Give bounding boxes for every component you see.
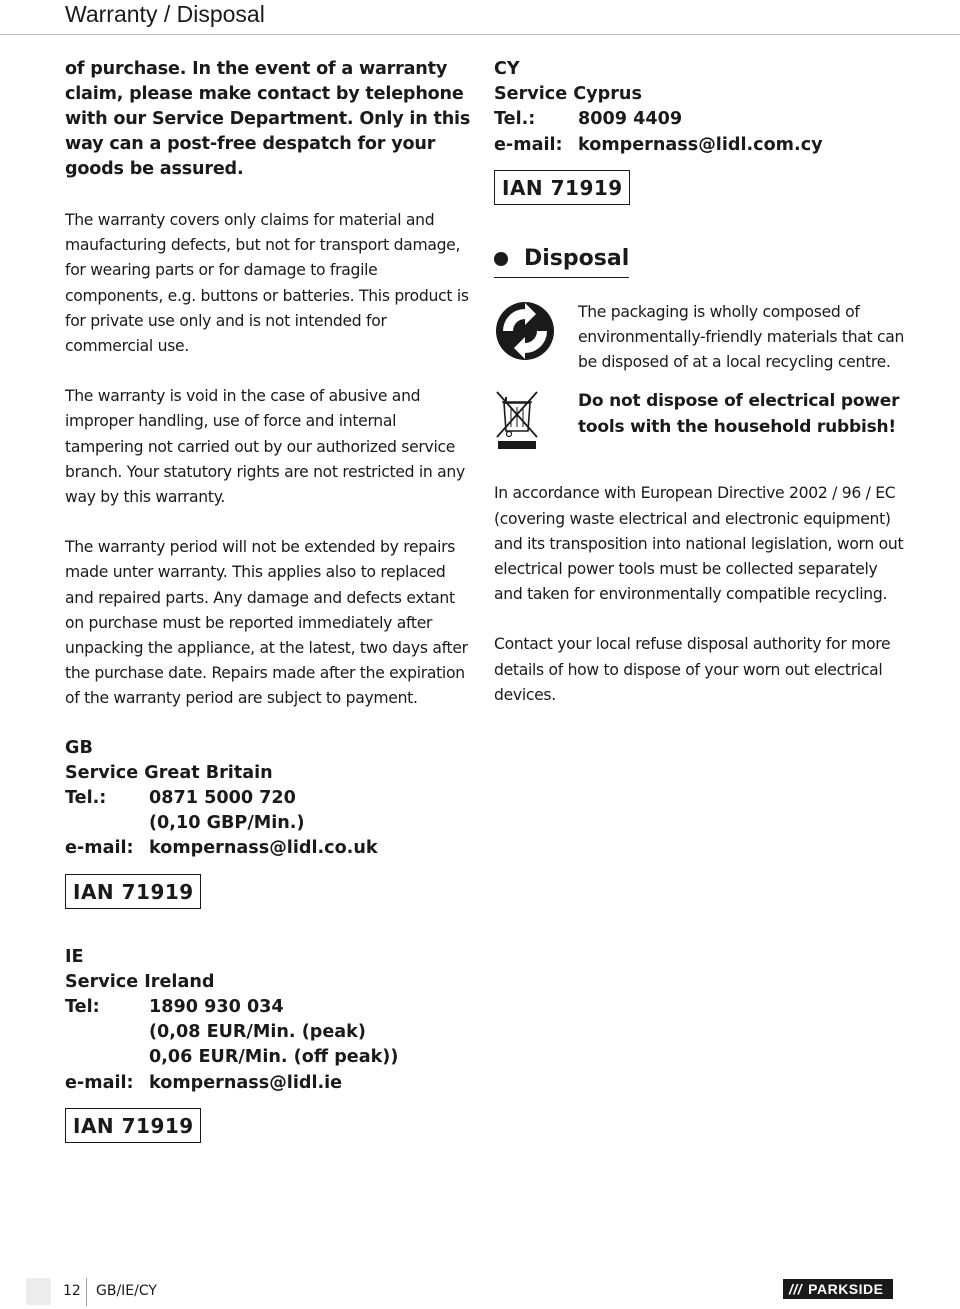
service-gb-tel-row [65, 786, 475, 811]
brand-name: PARKSIDE [808, 1281, 884, 1297]
service-ie-tel: 1890 930 034 [149, 997, 284, 1018]
service-cy-tel: 8009 4409 [578, 109, 683, 130]
recycling-green-dot-icon [494, 300, 556, 362]
page-number: 12 [63, 1283, 81, 1299]
service-gb-name: Service Great Britain [65, 762, 273, 783]
service-gb-tel: 0871 5000 720 [149, 788, 296, 809]
service-ie-email: kompernass@lidl.ie [149, 1072, 343, 1093]
service-ie-tel-note-peak: (0,08 EUR/Min. (peak) [149, 1022, 366, 1043]
warranty-intro: of purchase. In the event of a warranty claim, please make contact by telephone with our Service Department. Only in this way can a post-free despatch for your goods be assured. [65, 59, 471, 179]
email-label: e-mail: [65, 838, 134, 859]
service-gb [65, 736, 475, 862]
tel-label: Tel: [65, 997, 100, 1018]
ian-badge-gb: IAN 71919 [65, 874, 201, 909]
service-cy-email: kompernass@lidl.com.cy [578, 134, 823, 155]
email-label: e-mail: [65, 1072, 134, 1093]
right-column [494, 57, 914, 708]
directive-text: In accordance with European Directive 2002 / 96 / EC (covering waste electrical and electronic equipment) and its transposition into national legislation, worn out electrical power tools must be collected separately and taken for environmentally compatible recycling. [494, 484, 904, 604]
ian-badge-cy: IAN 71919 [494, 170, 630, 205]
tel-label: Tel.: [494, 109, 536, 130]
footer-languages: GB/IE/CY [96, 1283, 157, 1299]
service-cy-code: CY [494, 59, 520, 79]
tel-label: Tel.: [65, 788, 107, 809]
packaging-row [494, 300, 914, 376]
service-gb-tel-note-row [65, 811, 475, 836]
service-gb-email: kompernass@lidl.co.uk [149, 838, 378, 859]
service-ie-code: IE [65, 946, 84, 967]
ian-badge-ie: IAN 71919 [65, 1108, 201, 1143]
service-cy-tel-row [494, 107, 914, 132]
service-cy [494, 57, 914, 158]
service-ie-name: Service Ireland [65, 971, 215, 992]
contact-text: Contact your local refuse disposal authority for more details of how to dispose of your worn out electrical devices. [494, 635, 891, 704]
service-cy-name: Service Cyprus [494, 84, 642, 105]
disposal-warning: Do not dispose of electrical power tools with the household rubbish! [578, 391, 900, 437]
service-ie-tel-note-offpeak: 0,06 EUR/Min. (off peak)) [149, 1047, 399, 1068]
packaging-text: The packaging is wholly composed of environmentally-friendly materials that can be disposed of at a local recycling centre. [578, 302, 905, 372]
footer-tab [26, 1278, 51, 1305]
warranty-coverage-text: The warranty covers only claims for material and maufacturing defects, but not for transport damage, for wearing parts or for damage to fragile components, e.g. buttons or batteries. This product is for private use only and is not intended for commercial use. [65, 211, 469, 356]
page-title: Warranty / Disposal [65, 1, 265, 27]
service-gb-email-row [65, 836, 475, 861]
left-column [65, 57, 475, 1143]
footer-divider [86, 1278, 87, 1306]
service-gb-code: GB [65, 737, 93, 758]
parkside-logo [783, 1279, 893, 1299]
service-ie-email-row [65, 1071, 475, 1096]
bullet-icon [494, 252, 508, 266]
weee-row [494, 389, 914, 455]
service-gb-tel-note: (0,10 GBP/Min.) [149, 813, 305, 834]
warranty-period-text: The warranty period will not be extended by repairs made unter warranty. This applies also to replaced and repaired parts. Any damage and defects extant on purchase must be reported immediately after unpacking the appliance, at the latest, two days after the purchase date. Repairs made after the expiration of the warranty period are subject to payment. [65, 538, 468, 708]
warranty-void-text: The warranty is void in the case of abusive and improper handling, use of force and internal tampering not carried out by our authorized service branch. Your statutory rights are not restricted in any way by this warranty. [65, 387, 465, 507]
service-ie [65, 945, 475, 1096]
disposal-title: Disposal [524, 245, 630, 271]
service-ie-tel-note-row-1 [65, 1020, 475, 1045]
service-cy-email-row [494, 133, 914, 158]
service-ie-tel-note-row-2 [65, 1045, 475, 1070]
email-label: e-mail: [494, 134, 563, 155]
logo-slashes: /// [789, 1281, 803, 1297]
page-header [0, 0, 960, 35]
disposal-heading [494, 245, 629, 278]
crossed-bin-icon [494, 389, 540, 451]
service-ie-tel-row [65, 995, 475, 1020]
